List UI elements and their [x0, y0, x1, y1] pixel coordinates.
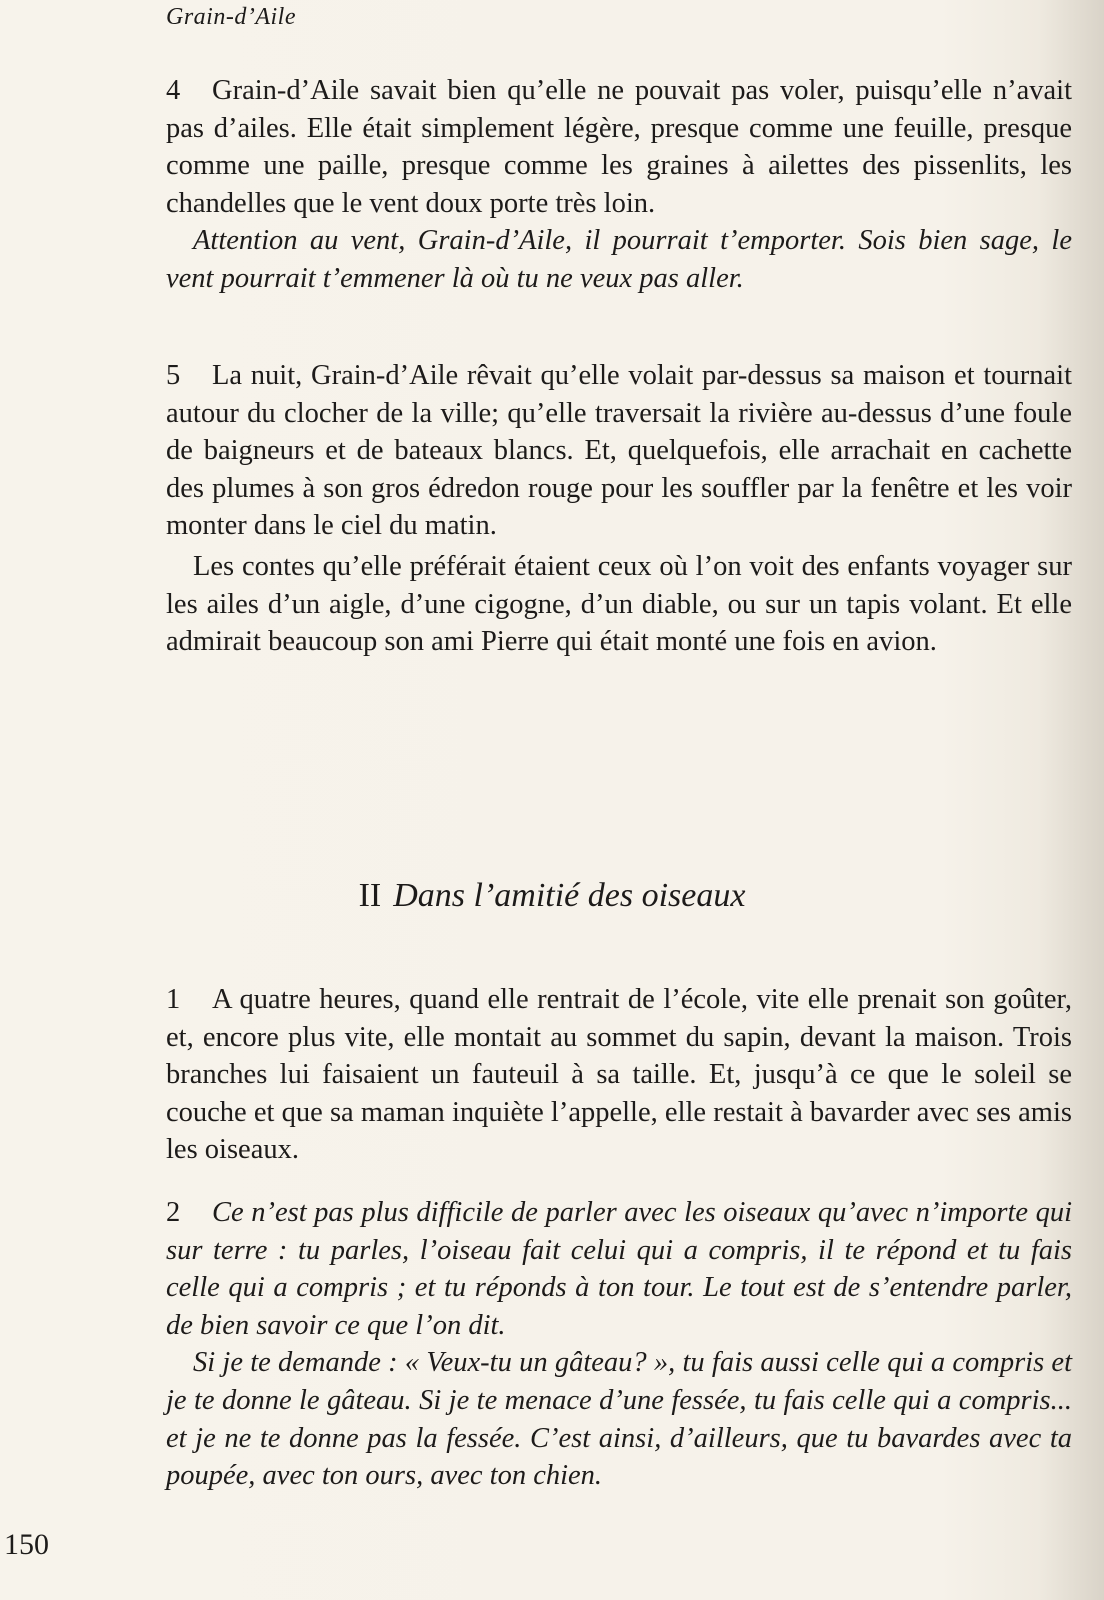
paragraph-text: A quatre heures, quand elle rentrait de l’école, vite elle prenait son goûter, et, encore plus vite, elle montait au sommet du sapin, devant la maison. Trois branches lui faisaient un fauteuil à sa taille. Et, jusqu’à ce que le soleil se couche et que sa maman inquiète l’appelle, elle restait à bavarder avec ses amis les oiseaux. — [166, 984, 1072, 1166]
section-number: 4 — [166, 75, 181, 106]
chapter-heading — [0, 877, 1104, 915]
section-5-paragraph-2: Les contes qu’elle préférait étaient ceux où l’on voit des enfants voyager sur les ailes d’un aigle, d’une cigogne, d’un diable, ou sur un tapis volant. Et elle admirait beaucoup son ami Pierre qui était monté une fois en avion. — [166, 550, 1072, 658]
paragraph-text: La nuit, Grain-d’Aile rêvait qu’elle volait par-dessus sa maison et tournait autour du clocher de la ville; qu’elle traversait la rivière au-dessus d’une foule de baigneurs et de bateaux blancs. Et, quelquefois, elle arrachait en cachette des plumes à son gros édredon rouge pour les souffler par la fenêtre et les voir monter dans le ciel du matin. — [166, 360, 1072, 542]
section-5-paragraph-1 — [166, 357, 1072, 545]
chapter-2-section-1-paragraph — [166, 981, 1072, 1169]
running-head: Grain-d’Aile — [166, 4, 296, 30]
chapter-2-section-1 — [166, 981, 1072, 1169]
section-number: 2 — [166, 1197, 181, 1228]
section-4 — [166, 72, 1072, 298]
paragraph-text: Ce n’est pas plus difficile de parler avec les oiseaux qu’avec n’importe qui sur terre : tu parles, l’oiseau fait celui qui a compris, il te répond et tu fais celle qui a compris ; et tu réponds à ton tour. Le tout est de s’entendre parler, de bien savoir ce que l’on dit. — [166, 1197, 1072, 1341]
section-number: 1 — [166, 984, 181, 1015]
page-number: 150 — [4, 1528, 49, 1561]
chapter-2-section-2 — [166, 1194, 1072, 1495]
chapter-title: Dans l’amitié des oiseaux — [393, 877, 746, 914]
paragraph-text: Grain-d’Aile savait bien qu’elle ne pouvait pas voler, puisqu’elle n’avait pas d’ailes. Elle était simplement légère, presque comme une feuille, presque comme une paille, presque comme les graines à ailettes des pissenlits, les chandelles que le vent doux porte très loin. — [166, 75, 1072, 219]
section-4-paragraph-2: Attention au vent, Grain-d’Aile, il pourrait t’emporter. Sois bien sage, le vent pourrait t’emmener là où tu ne veux pas aller. — [166, 225, 1072, 294]
chapter-number: II — [358, 877, 382, 914]
section-number: 5 — [166, 360, 181, 391]
section-5 — [166, 357, 1072, 661]
chapter-2-section-2-paragraph-2: Si je te demande : « Veux-tu un gâteau? », tu fais aussi celle qui a compris et je te donne le gâteau. Si je te menace d’une fessée, tu fais celle qui a compris... et je ne te donne pas la fessée. C’est ainsi, d’ailleurs, que tu bavardes avec ta poupée, avec ton ours, avec ton chien. — [166, 1347, 1072, 1492]
section-4-paragraph-1 — [166, 72, 1072, 222]
chapter-2-section-2-paragraph-1 — [166, 1194, 1072, 1344]
